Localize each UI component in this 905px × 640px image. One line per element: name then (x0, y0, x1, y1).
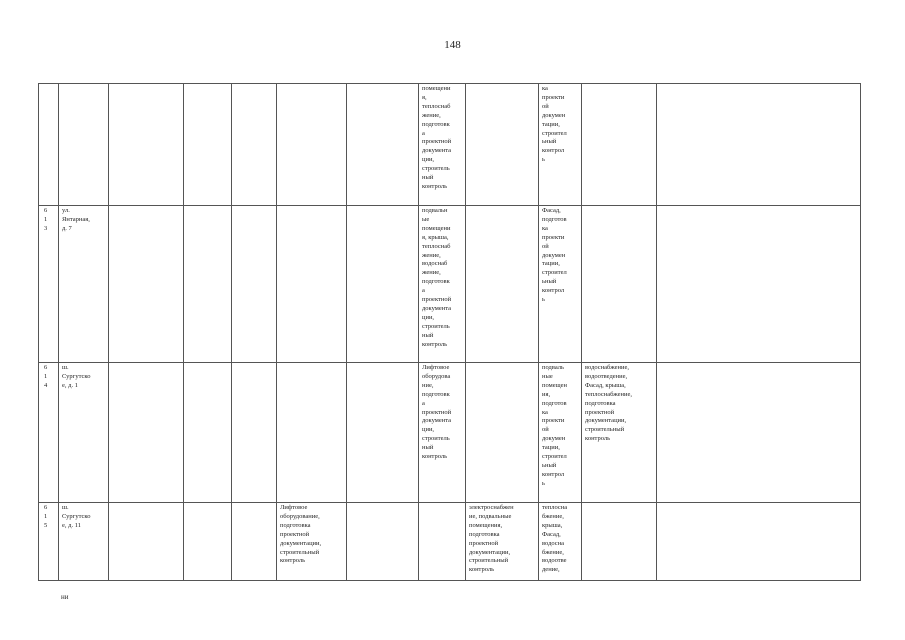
row-number-cell (39, 84, 59, 206)
empty-cell (184, 363, 232, 503)
empty-cell (657, 503, 861, 581)
empty-cell (347, 206, 419, 363)
works-cell: Лифтовое оборудование, подготовка проектной документации, строительный контроль (277, 503, 347, 581)
address-cell: ш. Сургутско е, д. 11 (59, 503, 109, 581)
works-cell (582, 206, 657, 363)
empty-cell (657, 84, 861, 206)
footnote: ни (61, 593, 69, 601)
empty-cell (232, 503, 277, 581)
row-number-cell: 6 1 4 (39, 363, 59, 503)
works-cell: Фасад, подготов ка проекти ой докумен тации, строител ьный контрол ь (539, 206, 582, 363)
works-cell: подваль ные помещен ия, подготов ка проекти ой докумен тации, строител ьный контрол ь (539, 363, 582, 503)
works-cell (277, 206, 347, 363)
works-cell: ка проекти ой докумен тации, строител ьный контрол ь (539, 84, 582, 206)
empty-cell (657, 206, 861, 363)
empty-cell (109, 206, 184, 363)
row-number-cell: 6 1 3 (39, 206, 59, 363)
empty-cell (184, 206, 232, 363)
empty-cell (347, 84, 419, 206)
table-row (39, 503, 861, 581)
works-cell (466, 84, 539, 206)
works-cell (466, 363, 539, 503)
works-cell: теплосна бжение, крыша, Фасад, водосна бжение, водоотве дение, (539, 503, 582, 581)
works-cell: подвальн ые помещени я, крыша, теплоснаб жение, водоснаб жение, подготовк а проектной документа ции, строитель ный контроль (419, 206, 466, 363)
works-cell (466, 206, 539, 363)
table-row (39, 363, 861, 503)
empty-cell (109, 503, 184, 581)
empty-cell (232, 363, 277, 503)
address-cell: ш. Сургутско е, д. 1 (59, 363, 109, 503)
works-cell: Лифтовое оборудова ние, подготовк а проектной документа ции, строитель ный контроль (419, 363, 466, 503)
empty-cell (232, 84, 277, 206)
works-table (38, 83, 861, 581)
table-row (39, 206, 861, 363)
row-number-cell: 6 1 5 (39, 503, 59, 581)
empty-cell (232, 206, 277, 363)
works-cell (582, 84, 657, 206)
empty-cell (347, 503, 419, 581)
empty-cell (184, 84, 232, 206)
works-cell: электроснабжен ие, подвальные помещения, подготовка проектной документации, строительный контроль (466, 503, 539, 581)
table-row (39, 84, 861, 206)
works-cell (582, 503, 657, 581)
page-number: 148 (444, 39, 461, 51)
empty-cell (347, 363, 419, 503)
works-cell (419, 503, 466, 581)
empty-cell (657, 363, 861, 503)
empty-cell (184, 503, 232, 581)
empty-cell (109, 363, 184, 503)
address-cell: ул. Янтарная, д. 7 (59, 206, 109, 363)
empty-cell (109, 84, 184, 206)
works-cell (277, 363, 347, 503)
works-cell: помещени я, теплоснаб жение, подготовк а проектной документа ции, строитель ный контроль (419, 84, 466, 206)
address-cell (59, 84, 109, 206)
works-cell (277, 84, 347, 206)
works-cell: водоснабжение, водоотведение, Фасад, крыша, теплоснабжение, подготовка проектной документации, строительный контроль (582, 363, 657, 503)
